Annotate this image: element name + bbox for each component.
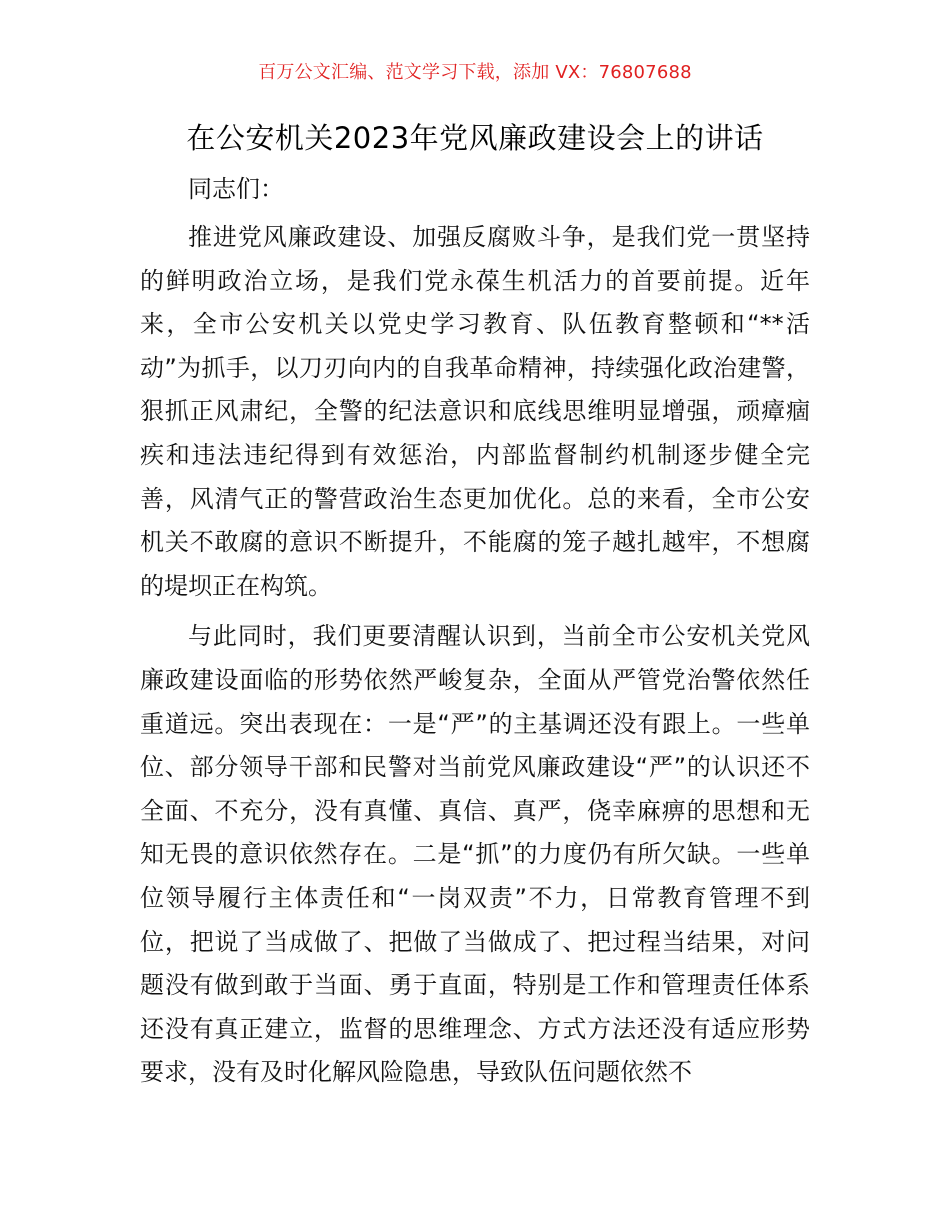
document-body xyxy=(140,216,810,1102)
salutation-block xyxy=(140,168,810,212)
paragraph-1: 推进党风廉政建设、加强反腐败斗争，是我们党一贯坚持的鲜明政治立场，是我们党永葆生机活力的首要前提。近年来，全市公安机关以党史学习教育、队伍教育整顿和“**活动”为抓手，以刀刃向内的自我革命精神，持续强化政治建警，狠抓正风肃纪，全警的纪法意识和底线思维明显增强，顽瘴痼疾和违法违纪得到有效惩治，内部监督制约机制逐步健全完善，风清气正的警营政治生态更加优化。总的来看，全市公安机关不敢腐的意识不断提升，不能腐的笼子越扎越牢，不想腐的堤坝正在构筑。 xyxy=(140,223,810,600)
document-title: 在公安机关2023年党风廉政建设会上的讲话 xyxy=(186,121,764,155)
salutation: 同志们： xyxy=(188,175,284,203)
paragraph-2: 与此同时，我们更要清醒认识到，当前全市公安机关党风廉政建设面临的形势依然严峻复杂，全面从严管党治警依然任重道远。突出表现在：一是“严”的主基调还没有跟上。一些单位、部分领导干部和民警对当前党风廉政建设“严”的认识还不全面、不充分，没有真懂、真信、真严，侥幸麻痹的思想和无知无畏的意识依然存在。二是“抓”的力度仍有所欠缺。一些单位领导履行主体责任和“一岗双责”不力，日常教育管理不到位，把说了当成做了、把做了当做成了、把过程当结果，对问题没有做到敢于当面、勇于直面，特别是工作和管理责任体系还没有真正建立，监督的思维理念、方式方法还没有适应形势要求，没有及时化解风险隐患，导致队伍问题依然不 xyxy=(140,622,810,1087)
watermark-header: 百万公文汇编、范文学习下载，添加 VX：76807688 xyxy=(258,62,692,83)
